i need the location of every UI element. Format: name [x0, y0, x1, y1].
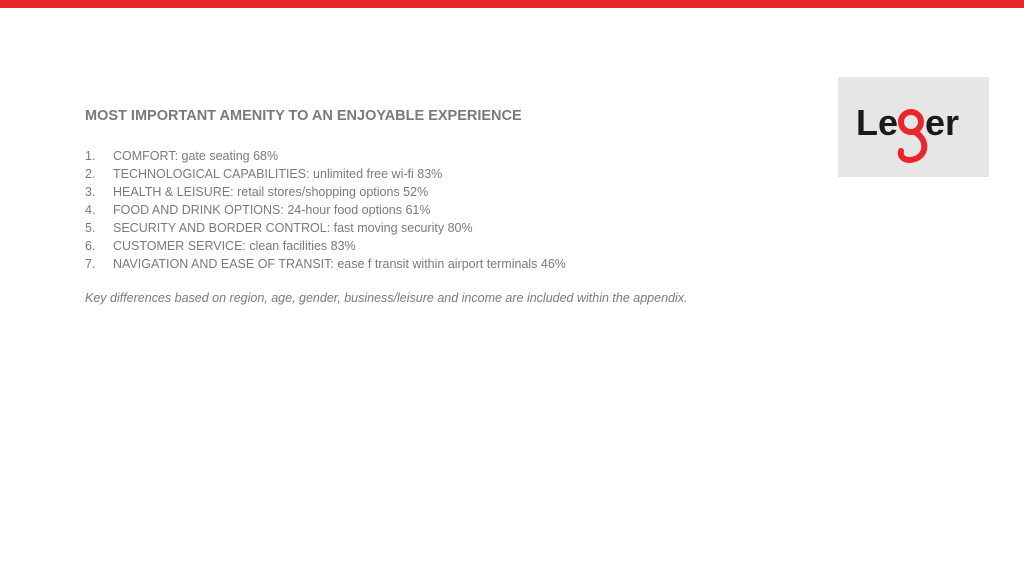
- list-item-text: CUSTOMER SERVICE: clean facilities 83%: [113, 239, 356, 253]
- list-item-number: 5.: [85, 221, 96, 235]
- logo-letters-le: Le: [856, 102, 899, 143]
- list-item-number: 7.: [85, 257, 96, 271]
- logo-red-g: [901, 112, 925, 160]
- footnote: Key differences based on region, age, gender, business/leisure and income are included within the appendix.: [85, 291, 688, 305]
- list-item: [85, 165, 566, 183]
- list-item-number: 2.: [85, 167, 96, 181]
- leger-logo-icon: [838, 77, 989, 177]
- list-item-text: NAVIGATION AND EASE OF TRANSIT: ease f transit within airport terminals 46%: [113, 257, 566, 271]
- top-accent-bar: [0, 0, 1024, 8]
- list-item: [85, 183, 566, 201]
- list-item-number: 3.: [85, 185, 96, 199]
- amenity-list: [85, 147, 566, 273]
- list-item-text: TECHNOLOGICAL CAPABILITIES: unlimited free wi-fi 83%: [113, 167, 443, 181]
- list-item-text: HEALTH & LEISURE: retail stores/shopping options 52%: [113, 185, 429, 199]
- list-item: [85, 237, 566, 255]
- list-item: [85, 201, 566, 219]
- list-item: [85, 255, 566, 273]
- leger-logo: [838, 77, 989, 177]
- list-item: [85, 219, 566, 237]
- list-item-number: 1.: [85, 149, 96, 163]
- logo-letters-er: er: [925, 102, 960, 143]
- page-heading: MOST IMPORTANT AMENITY TO AN ENJOYABLE EXPERIENCE: [85, 108, 522, 124]
- list-item-number: 4.: [85, 203, 96, 217]
- list-item-text: COMFORT: gate seating 68%: [113, 149, 279, 163]
- list-item: [85, 147, 566, 165]
- list-item-text: SECURITY AND BORDER CONTROL: fast moving security 80%: [113, 221, 473, 235]
- list-item-number: 6.: [85, 239, 96, 253]
- list-item-text: FOOD AND DRINK OPTIONS: 24-hour food options 61%: [113, 203, 431, 217]
